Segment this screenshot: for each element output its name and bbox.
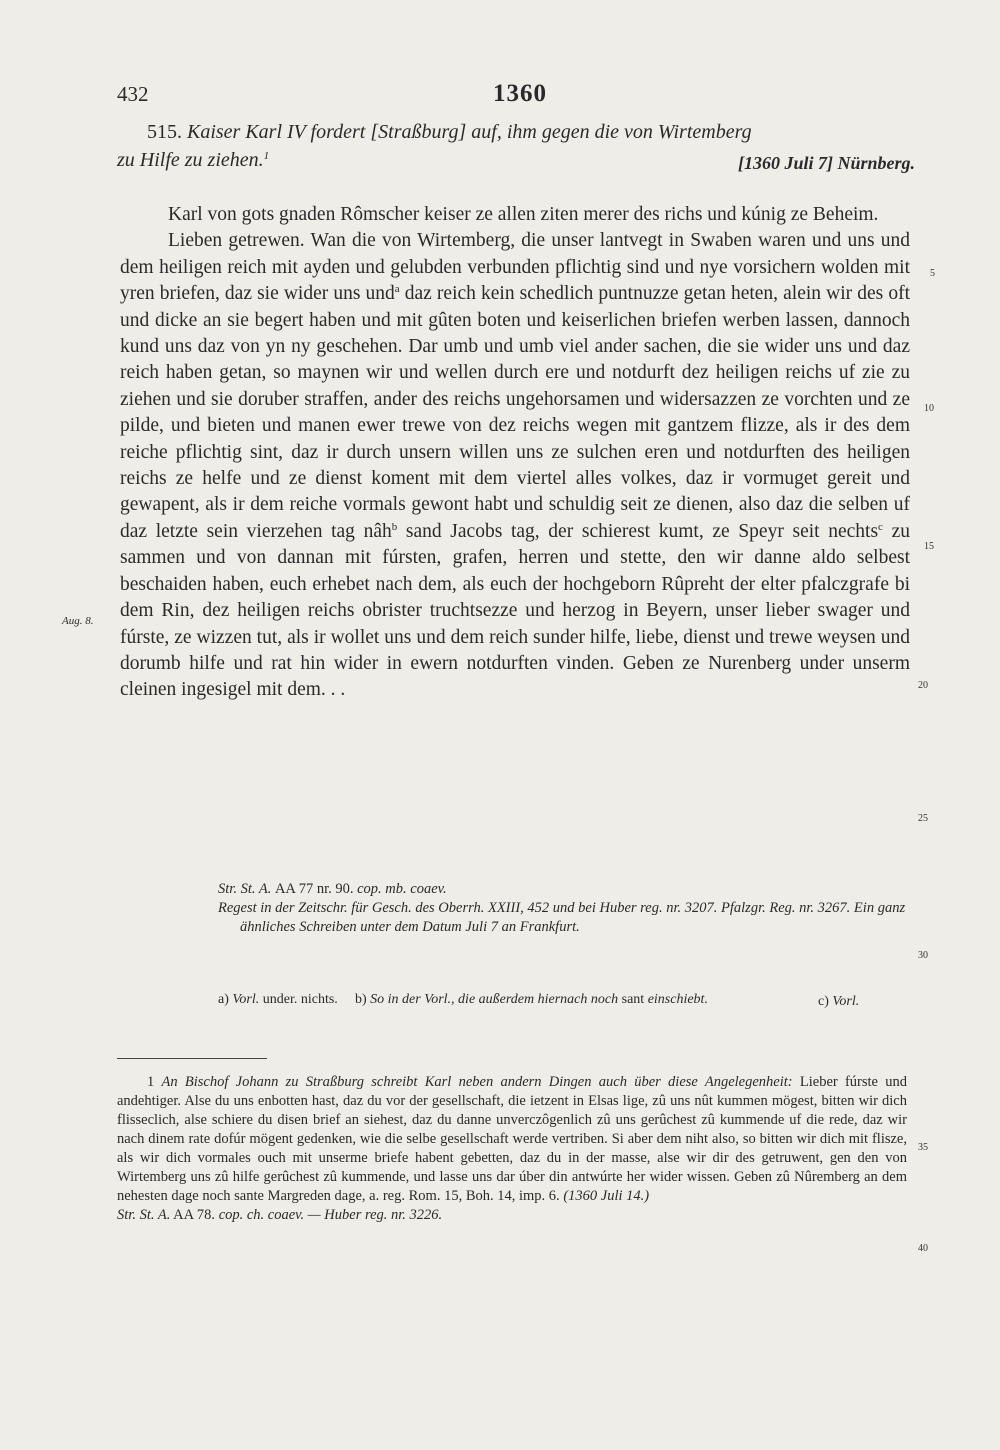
footnote-source: [117, 1206, 907, 1225]
line-number: 40: [918, 1243, 928, 1254]
apparatus-marker-b[interactable]: b: [391, 520, 398, 533]
note-label: a): [218, 992, 229, 1007]
intitulatio: Karl von gots gnaden Rômscher keiser ze allen ziten merer des richs und kúnig ze Beheim.: [168, 204, 879, 225]
archive-siglum: Str. St. A.: [218, 881, 272, 897]
note-text: So in der Vorl., die außerdem hiernach noch: [370, 992, 619, 1007]
copy-description: cop. mb. coaev.: [357, 881, 447, 897]
apparatus-note-b: [355, 990, 708, 1009]
note-label: c): [818, 994, 829, 1009]
main-text: [120, 202, 910, 704]
footnote-marker: 1: [147, 1074, 155, 1090]
line-number: 30: [918, 950, 928, 961]
line-number: 5: [930, 268, 935, 279]
footnote-divider: [117, 1058, 267, 1059]
document-title-line1: Kaiser Karl IV fordert [Straßburg] auf, ihm gegen die von Wirtemberg: [187, 121, 752, 143]
page-number: 432: [117, 82, 149, 106]
archive-number: AA 77 nr. 90.: [274, 881, 354, 897]
footnote-text: [117, 1073, 907, 1206]
line-number: 20: [918, 680, 928, 691]
line-number: 15: [924, 541, 934, 552]
letter-text: [120, 228, 910, 703]
line-number: 10: [924, 403, 934, 414]
source-notes: [218, 880, 908, 937]
archive-siglum: Str. St. A.: [117, 1207, 171, 1223]
marginal-date-note: Aug. 8.: [62, 615, 94, 627]
line-number: 35: [918, 1142, 928, 1153]
archive-number: AA 78.: [173, 1207, 216, 1223]
apparatus-note-a: [218, 990, 338, 1009]
footnote-letter-text: Lieber fúrste und andehtiger. Alse du uns enbotten hast, daz du vor der gesellschaft, die ietzent in Elsas lige, zû uns nût kummen mögest, bitten wir dich flisseclich, alse schiere du disen brief an siehest, daz du danne unverczôgenlich zû uns gerûchest zû kummende uf die rede, daz wir nach dinem rate dofúr mögent gedenken, wie die selbe gesellschaft werde vertriben. Si aber dem niht also, so bitten wir dich mit flisze, als wir dich vormales ouch mit unserme briefe habent gebetten, daz du in der masse, alse wir dir des getruwent, gen den von Wirtemberg uns zû hilfe gerûchest zû kummende, und lasse uns dar úber din antwúrte her wider wissen. Geben zû Nûremberg an dem nehesten dage noch sante Margreden dage, a. reg. Rom. 15, Boh. 14, imp. 6.: [117, 1074, 907, 1204]
text-segment: sand Jacobs tag, der schierest kumt, ze Speyr seit nechts: [397, 520, 879, 542]
note-text: under. nichts.: [262, 992, 338, 1007]
note-text: einschiebt.: [647, 992, 708, 1007]
footnote: [117, 1073, 907, 1225]
copy-description: cop. ch. coaev. — Huber reg. nr. 3226.: [218, 1207, 443, 1223]
running-head-year: 1360: [493, 80, 547, 107]
note-word: sant: [621, 992, 645, 1007]
note-siglum: Vorl.: [232, 992, 260, 1007]
document-title-line2: zu Hilfe zu ziehen.: [117, 149, 264, 171]
apparatus-marker-c[interactable]: c: [878, 520, 883, 533]
footnote-reference[interactable]: 1: [263, 150, 270, 162]
text-segment: daz reich kein schedlich puntnuzze getan heten, alein wir des oft und dicke an sie begert haben und mit gûten boten und keiserlichen briefen werben lassen, dannoch kund uns daz von yn ny geschehen. Dar umb und umb viel ander sachen, die sie wider uns und daz reich haben getan, so maynen wir und wellen durch ere und notdurft dez heiligen reichs uf zie zu ziehen und sie doruber straffen, ander des reichs ungehorsamen und widersazzen ze vorchten und ze pilde, und bieten und manen ewer trewe von dez reichs wegen mit gantzem flizze, als ir des dem reiche pflichtig sint, daz ir durch unsern willen uns ze sulchen eren und notdurften des heiligen reichs ze helfe und ze dienst koment mit dem viertel alles volkes, daz ir vormuget gereit und gewapent, als ir dem reiche vormals gewont habt und schuldig seit ze dienen, also daz die selben uf daz letzte sein vierzehen tag nâh: [120, 283, 910, 542]
footnote-intro: An Bischof Johann zu Straßburg schreibt Karl neben andern Dingen auch über diese Angelegenheit:: [161, 1074, 793, 1090]
document-heading: [147, 118, 927, 147]
apparatus-marker-a[interactable]: a: [394, 283, 400, 296]
note-siglum: Vorl.: [832, 994, 860, 1009]
line-number: 25: [918, 813, 928, 824]
document-number: 515.: [147, 121, 182, 143]
text-segment: zu sammen und von dannan mit fúrsten, grafen, herren und stette, den wir danne aldo selbest beschaiden haben, euch erhebet nach dem, als euch der hochgeborn Rûpreht der elter pfalczgrafe bi dem Rin, dez heiligen reichs obrister truchtsezze und herzog in Beyern, unser lieber swager und fúrste, ze wizzen tut, als ir wollet uns und dem reich sunder hilfe, liebe, dienst und trewe weysen und dorumb hilfe und rat hin wider in ewern notdurften vinden. Geben ze Nurenberg under unserm cleinen ingesigel mit dem. . .: [120, 520, 911, 701]
text-segment: Lieben getrewen. Wan die von Wirtemberg, die unser lantvegt in Swaben waren und uns und dem heiligen reich mit ayden und gelubden verbunden pflichtig sind und nye vorsichern wolden mit yren briefen, daz sie wider uns und: [120, 230, 910, 305]
date-place: [1360 Juli 7] Nürnberg.: [737, 153, 915, 173]
regest-line: Regest in der Zeitschr. für Gesch. des Oberrh. XXIII, 452 und bei Huber reg. nr. 3207. Pfalzgr. Reg. nr. 3267. Ein ganz ähnliches Schreiben unter dem Datum Juli 7 an Frankfurt.: [218, 900, 906, 935]
footnote-date: (1360 Juli 14.): [563, 1188, 650, 1204]
note-label: b): [355, 992, 367, 1007]
source-line: [218, 880, 908, 899]
apparatus-note-c: [818, 992, 859, 1011]
